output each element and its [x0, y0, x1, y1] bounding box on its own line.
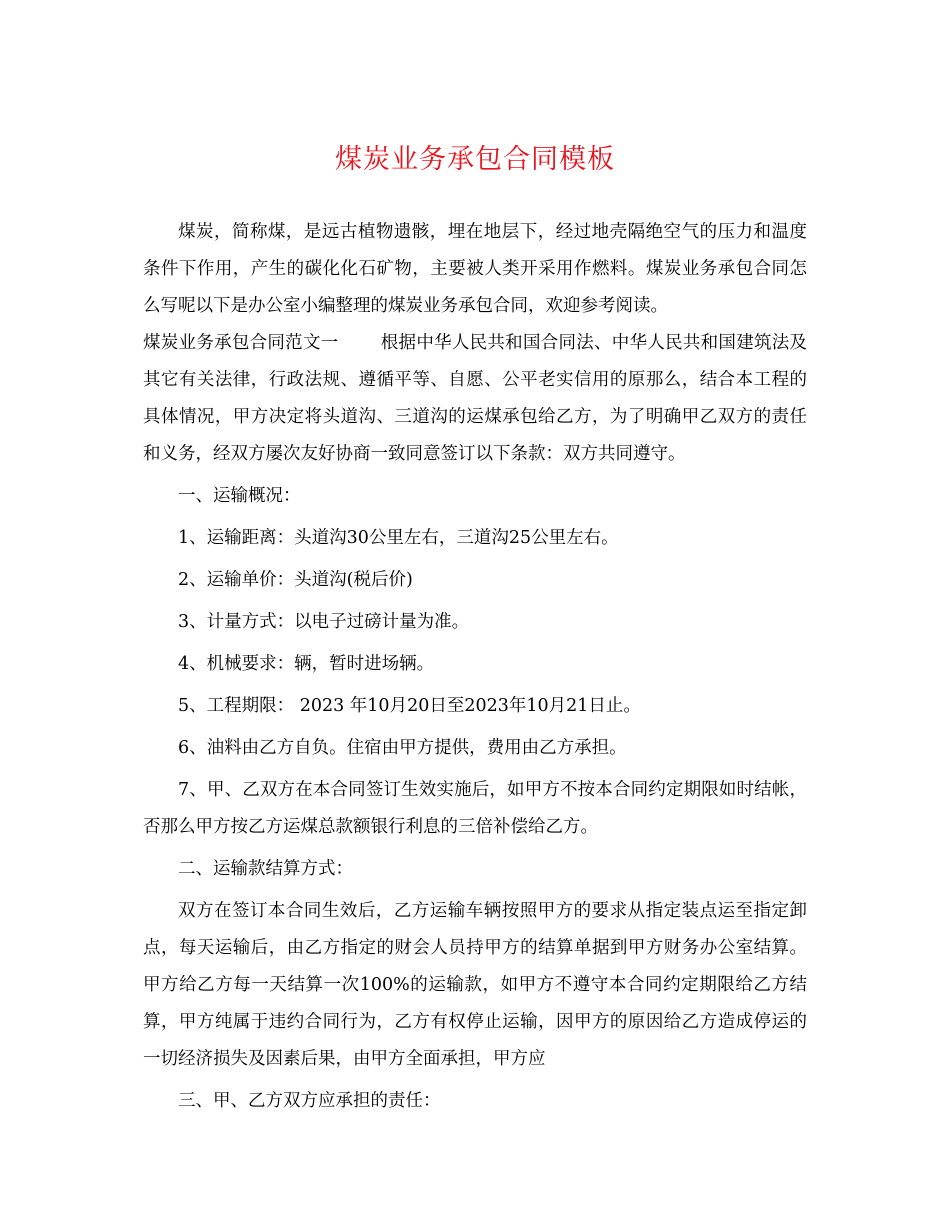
- list-item: 7、甲、乙双方在本合同签订生效实施后，如甲方不按本合同约定期限如时结帐，否那么甲方按乙方运煤总款额银行利息的三倍补偿给乙方。: [143, 780, 807, 837]
- intro-paragraph: 煤炭，简称煤，是远古植物遗骸，埋在地层下，经过地壳隔绝空气的压力和温度条件下作用，产生的碳化化石矿物，主要被人类开采用作燃料。煤炭业务承包合同怎么写呢以下是办公室小编整理的煤炭业务承包合同，欢迎参考阅读。: [143, 222, 807, 316]
- document-body: [143, 214, 807, 1120]
- list-item: 5、工程期限： 2023 年10月20日至2023年10月21日止。: [178, 696, 641, 716]
- list-item: 6、油料由乙方自负。住宿由甲方提供，费用由乙方承担。: [178, 738, 627, 758]
- list-item: 1、运输距离：头道沟30公里左右，三道沟25公里左右。: [178, 528, 619, 548]
- sample-paragraph: [143, 325, 807, 473]
- list-item: 4、机械要求：辆，暂时进场辆。: [178, 654, 435, 674]
- document-title: 煤炭业务承包合同模板: [335, 144, 615, 175]
- sample-heading: 煤炭业务承包合同范文一: [143, 333, 339, 353]
- list-item: 3、计量方式：以电子过磅计量为准。: [178, 612, 470, 632]
- section-title-2: 二、运输款结算方式：: [178, 859, 353, 879]
- section-title-3: 三、甲、乙方双方应承担的责任：: [178, 1091, 441, 1111]
- section-2-body: 双方在签订本合同生效后，乙方运输车辆按照甲方的要求从指定装点运至指定卸点，每天运输后，由乙方指定的财会人员持甲方的结算单据到甲方财务办公室结算。甲方给乙方每一天结算一次100%的运输款，如甲方不遵守本合同约定期限给乙方结算，甲方纯属于违约合同行为，乙方有权停止运输，因甲方的原因给乙方造成停运的一切经济损失及因素后果，由甲方全面承担，甲方应: [143, 901, 807, 1069]
- list-item: 2、运输单价：头道沟(税后价): [178, 570, 413, 590]
- preamble-text: 根据中华人民共和国合同法、中华人民共和国建筑法及其它有关法律，行政法规、遵循平等、自愿、公平老实信用的原那么，结合本工程的具体情况，甲方决定将头道沟、三道沟的运煤承包给乙方，为了明确甲乙双方的责任和义务，经双方屡次友好协商一致同意签订以下条款：双方共同遵守。: [143, 333, 808, 464]
- section-title-1: 一、运输概况：: [178, 486, 301, 506]
